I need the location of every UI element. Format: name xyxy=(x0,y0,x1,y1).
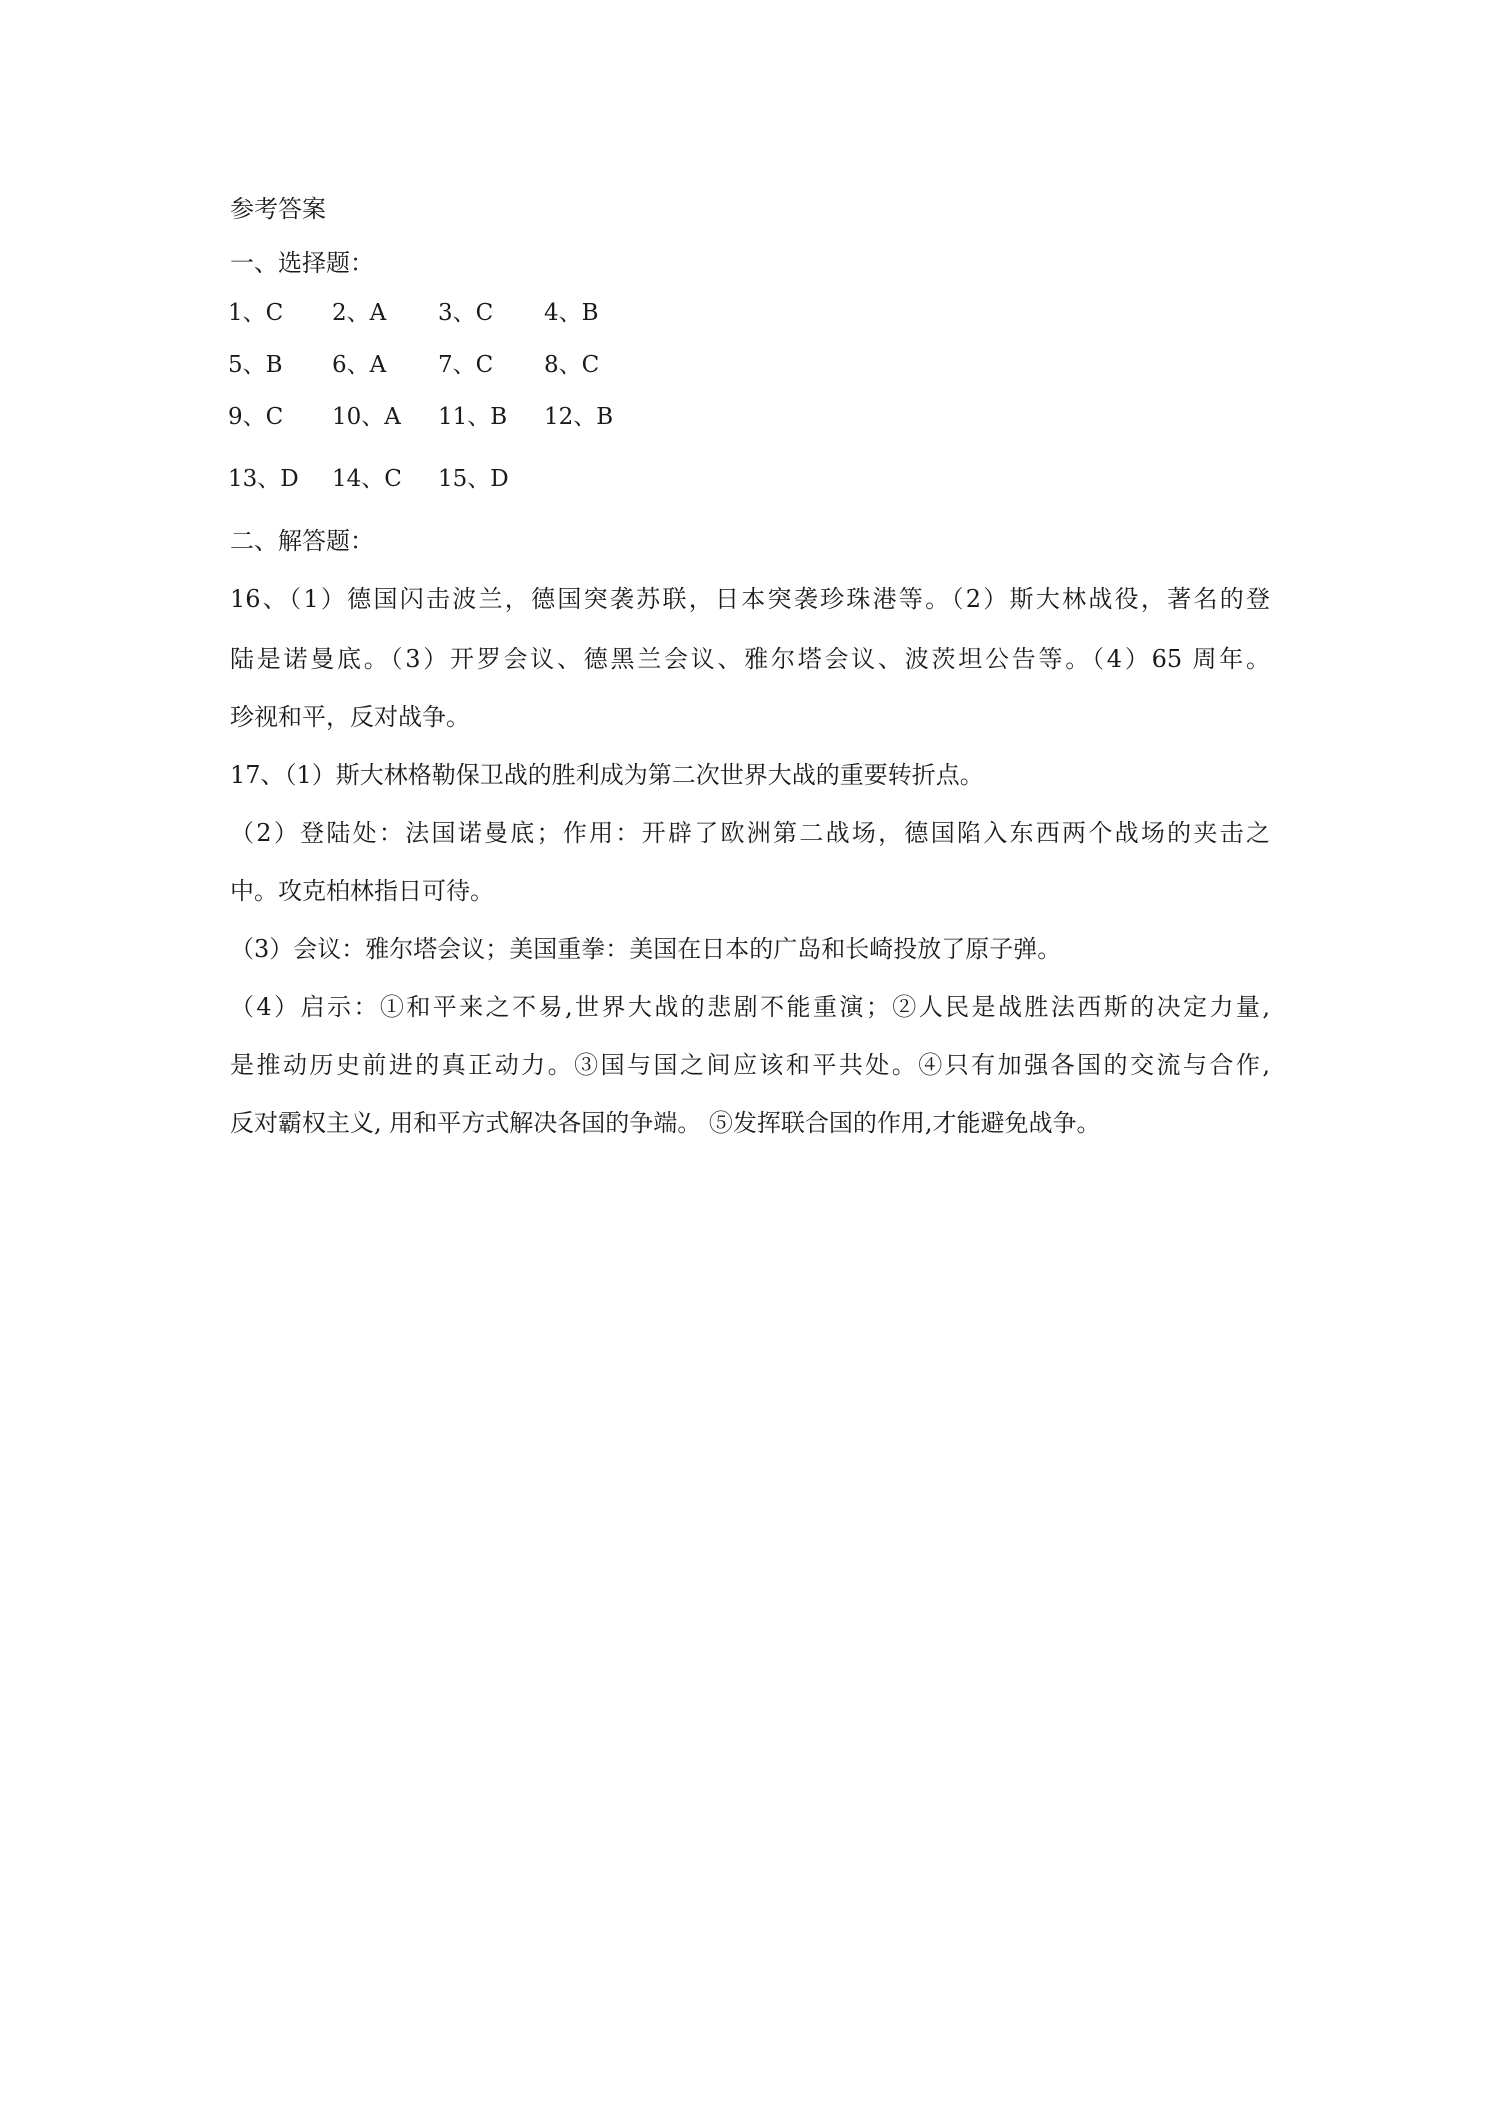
choice-answer: 6、A xyxy=(332,352,387,378)
q17-part4-line: （4）启示：①和平来之不易,世界大战的悲剧不能重演；②人民是战胜法西斯的决定力量, xyxy=(230,993,1270,1021)
choice-answer: 3、C xyxy=(438,300,494,326)
choice-answer: 14、C xyxy=(332,466,402,492)
q17-part1: 17、（1）斯大林格勒保卫战的胜利成为第二次世界大战的重要转折点。 xyxy=(230,761,984,789)
q16-line: 16、（1）德国闪击波兰，德国突袭苏联，日本突袭珍珠港等。（2）斯大林战役，著名的登 xyxy=(230,585,1270,613)
choice-answer: 11、B xyxy=(438,404,508,430)
q17-part3: （3）会议：雅尔塔会议；美国重拳：美国在日本的广岛和长崎投放了原子弹。 xyxy=(230,935,1062,963)
choice-answer: 10、A xyxy=(332,404,401,430)
q17-part2-line: 中。攻克柏林指日可待。 xyxy=(230,877,494,905)
choice-answer: 15、D xyxy=(438,466,509,492)
choice-answer: 1、C xyxy=(228,300,284,326)
q16-line: 陆是诺曼底。（3）开罗会议、德黑兰会议、雅尔塔会议、波茨坦公告等。（4）65 周年。 xyxy=(230,645,1270,673)
choice-answer: 5、B xyxy=(228,352,283,378)
choice-answer: 9、C xyxy=(228,404,284,430)
q17-part2-line: （2）登陆处：法国诺曼底；作用：开辟了欧洲第二战场，德国陷入东西两个战场的夹击之 xyxy=(230,819,1270,847)
choice-answer: 12、B xyxy=(544,404,614,430)
q16-line: 珍视和平，反对战争。 xyxy=(230,703,470,731)
q17-part4-line: 是推动历史前进的真正动力。③国与国之间应该和平共处。④只有加强各国的交流与合作, xyxy=(230,1051,1270,1079)
section-answer-heading: 二、解答题： xyxy=(230,527,374,555)
q17-part4-line: 反对霸权主义, 用和平方式解决各国的争端。 ⑤发挥联合国的作用,才能避免战争。 xyxy=(230,1109,1101,1137)
choice-answer: 8、C xyxy=(544,352,600,378)
choice-answer: 2、A xyxy=(332,300,387,326)
document-title: 参考答案 xyxy=(230,195,326,223)
section-choice-heading: 一、选择题： xyxy=(230,249,374,277)
choice-answer: 13、D xyxy=(228,466,299,492)
choice-answer: 4、B xyxy=(544,300,599,326)
choice-answer: 7、C xyxy=(438,352,494,378)
